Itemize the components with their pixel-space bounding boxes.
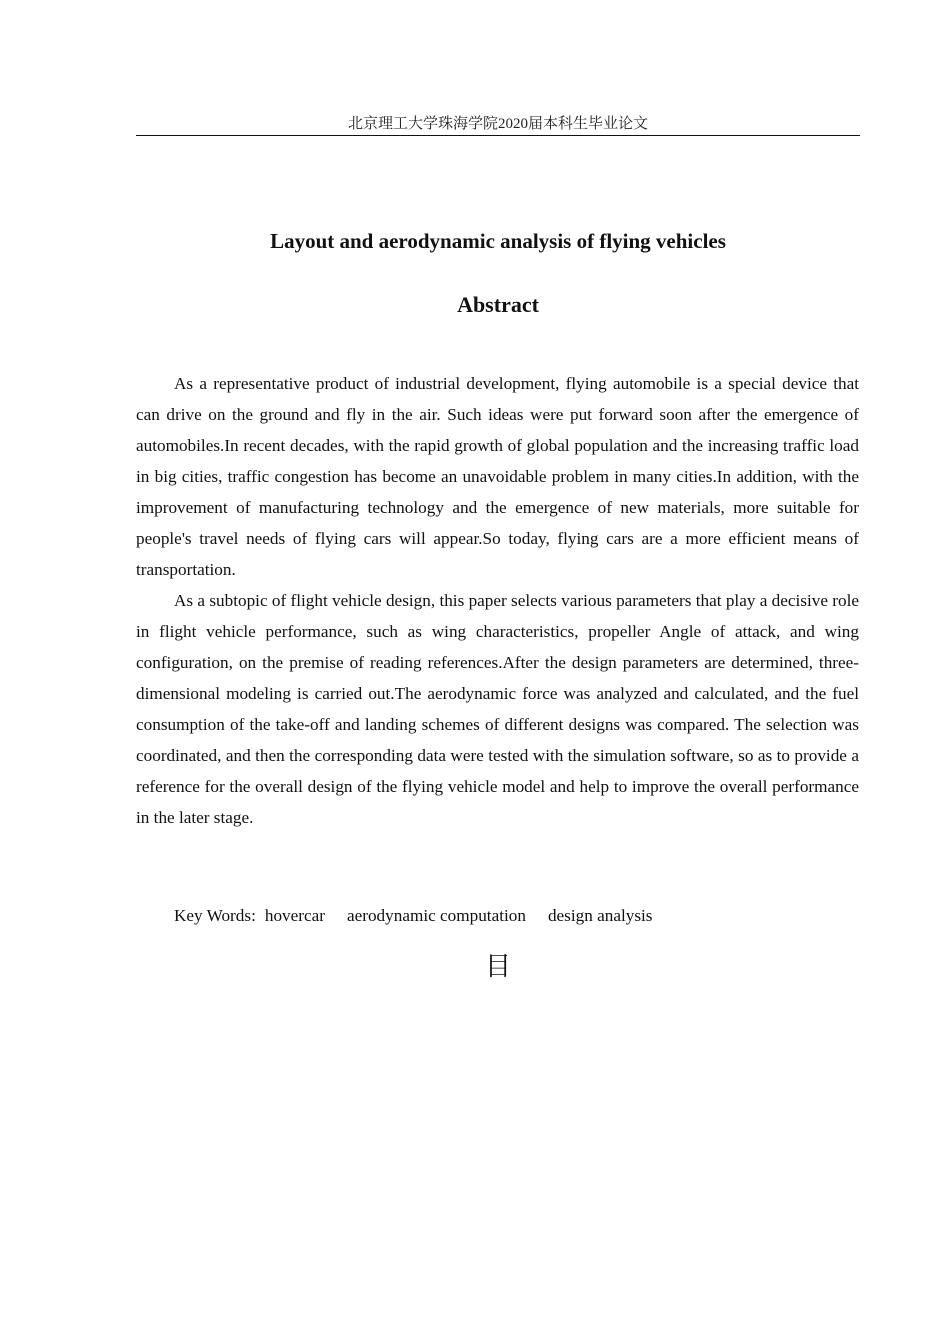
keyword-term: aerodynamic computation	[346, 906, 526, 925]
abstract-paragraph: As a representative product of industrial development, flying automobile is a special device that can drive on the ground and fly in the air. Such ideas were put forward soon after the emergence of automobiles.In recent decades, with the rapid growth of global population and the increasing traffic load in big cities, traffic congestion has become an unavoidable problem in many cities.In addition, with the improvement of manufacturing technology and the emergence of new materials, more suitable for people's travel needs of flying cars will appear.So today, flying cars are a more efficient means of transportation.	[136, 374, 859, 579]
abstract-heading: Abstract	[457, 292, 539, 317]
keyword-term: hovercar	[264, 906, 325, 925]
abstract-body	[136, 368, 859, 833]
paper-title: Layout and aerodynamic analysis of flying vehicles	[270, 229, 726, 253]
keywords-label: Key Words:	[174, 906, 256, 925]
running-header: 北京理工大学珠海学院2020届本科生毕业论文	[136, 114, 860, 136]
keyword-term: design analysis	[547, 906, 653, 925]
abstract-paragraph: As a subtopic of flight vehicle design, this paper selects various parameters that play a decisive role in flight vehicle performance, such as wing characteristics, propeller Angle of attack, and wing configuration, on the premise of reading references.After the design parameters are determined, three-dimensional modeling is carried out.The aerodynamic force was analyzed and calculated, and the fuel consumption of the take-off and landing schemes of different designs was compared. The selection was coordinated, and then the corresponding data were tested with the simulation software, so as to provide a reference for the overall design of the flying vehicle model and help to improve the overall performance in the later stage.	[136, 591, 859, 827]
keywords-line	[174, 900, 653, 931]
toc-heading-fragment: 目	[484, 952, 511, 982]
